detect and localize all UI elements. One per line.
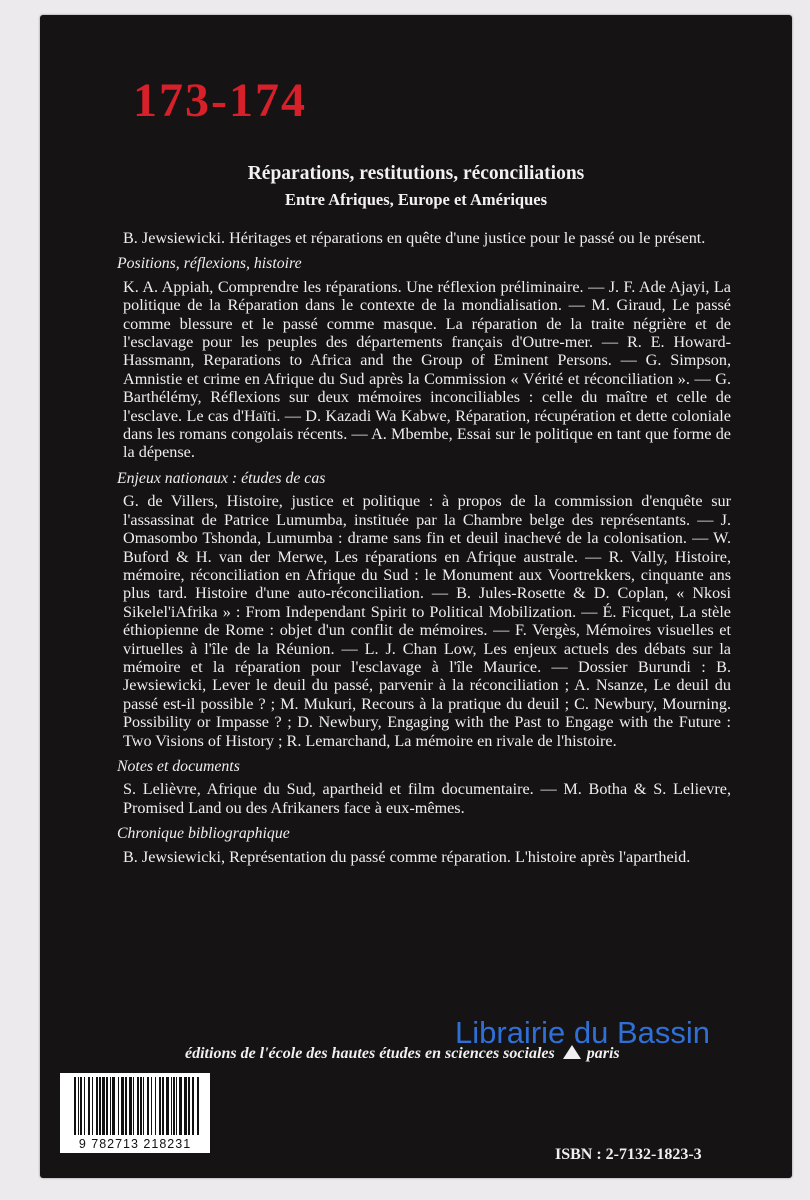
- barcode-bar: [159, 1077, 161, 1135]
- triangle-icon: [563, 1045, 581, 1059]
- barcode-bar: [129, 1077, 132, 1135]
- barcode-bar: [118, 1077, 119, 1135]
- book-back-cover: [40, 15, 792, 1178]
- section-heading-enjeux: Enjeux nationaux : études de cas: [117, 469, 326, 487]
- barcode-bar: [151, 1077, 152, 1135]
- barcode-bars-icon: [60, 1073, 210, 1139]
- section-text-notes: S. Lelièvre, Afrique du Sud, apartheid et film documentaire. — M. Botha & S. Lelievre, Promised Land ou des Afrikaners face à eux-mêmes.: [123, 780, 731, 817]
- barcode-bar: [147, 1077, 149, 1135]
- barcode-bar: [99, 1077, 101, 1135]
- barcode-bar: [92, 1077, 93, 1135]
- barcode-bar: [121, 1077, 124, 1135]
- barcode-bar: [88, 1077, 90, 1135]
- barcode-bar: [78, 1077, 79, 1135]
- barcode-bar: [74, 1077, 76, 1135]
- barcode-bar: [140, 1077, 142, 1135]
- intro-paragraph: B. Jewsiewicki. Héritages et réparations en quête d'une justice pour le passé ou le présent.: [123, 229, 706, 247]
- barcode-bar: [188, 1077, 190, 1135]
- table-of-contents: [117, 229, 731, 866]
- barcode-digits: 9 782713 218231: [60, 1137, 210, 1151]
- barcode-bar: [184, 1077, 187, 1135]
- section-text-enjeux: G. de Villers, Histoire, justice et politique : à propos de la commission d'enquête sur l'assassinat de Patrice Lumumba, instituée par la Chambre belge des représentants. — J. Omasombo Tshonda, Lumumba : drame sans fin et deuil inachevé de la colonisation. — W. Buford & H. van der Merwe, Les réparations en Afrique australe. — R. Vally, Histoire, mémoire, réconciliation en Afrique du Sud : le Monument aux Voortrekkers, cinquante ans plus tard. Histoire d'une auto-réconciliation. — B. Jules-Rosette & D. Coplan, « Nkosi Sikelel'iAfrika » : From Independant Spirit to Political Mobilization. — É. Ficquet, La stèle éthiopienne de Rome : objet d'un conflit de mémoires. — F. Vergès, Mémoires visuelles et virtuelles à l'île de la Réunion. — L. J. Chan Low, Les enjeux actuels des débats sur la mémoire et la réparation pour l'esclavage à l'île Maurice. — Dossier Burundi : B. Jewsiewicki, Lever le deuil du passé, parvenir à la réconciliation ; A. Nsanze, Le deuil du passé est-il possible ? ; M. Mukuri, Recours à la pratique du deuil ; C. Newbury, Mourning. Possibility or Impasse ? ; D. Newbury, Engaging with the Past to Engage with the Future : Two Visions of History ; R. Lemarchand, La mémoire en rivale de l'histoire.: [123, 492, 731, 750]
- barcode-bar: [102, 1077, 105, 1135]
- bookseller-watermark: Librairie du Bassin: [455, 1015, 711, 1050]
- section-text-positions: K. A. Appiah, Comprendre les réparations. Une réflexion préliminaire. — J. F. Ade Ajayi, La politique de la Réparation dans le contexte de la mondialisation. — M. Giraud, Le passé comme blessure et le passé comme masque. La réparation de la traite négrière et de l'esclavage pour les peuples des départements français d'Outre-mer. — R. E. Howard-Hassmann, Reparations to Africa and the Group of Eminent Persons. — G. Simpson, Amnistie et crime en Afrique du Sud après la Commission « Vérité et réconciliation ». — G. Barthélémy, Réflexions sur deux mémoires inconciliables : celle du maître et celle de l'esclave. Le cas d'Haïti. — D. Kazadi Wa Kabwe, Réparation, récupération et dette coloniale dans les romans congolais récents. — A. Mbembe, Essai sur le politique en tant que forme de la dépense.: [123, 277, 731, 462]
- barcode-bar: [106, 1077, 108, 1135]
- barcode-bar: [173, 1077, 175, 1135]
- barcode-bar: [143, 1077, 144, 1135]
- barcode: [60, 1073, 210, 1153]
- barcode-bar: [162, 1077, 164, 1135]
- publisher-city: paris: [586, 1045, 620, 1062]
- isbn-number: ISBN : 2-7132-1823-3: [555, 1146, 702, 1163]
- section-text-chronique: B. Jewsiewicki, Représentation du passé comme réparation. L'histoire après l'apartheid.: [123, 847, 691, 866]
- barcode-bar: [96, 1077, 98, 1135]
- barcode-bar: [176, 1077, 177, 1135]
- barcode-bar: [197, 1077, 199, 1135]
- section-heading-positions: Positions, réflexions, histoire: [117, 255, 302, 273]
- publisher-name: éditions de l'école des hautes études en sciences sociales: [185, 1045, 555, 1062]
- barcode-bar: [166, 1077, 169, 1135]
- publisher-line: [185, 1045, 725, 1063]
- barcode-bar: [80, 1077, 82, 1135]
- book-title: Réparations, restitutions, réconciliations: [247, 163, 585, 184]
- book-subtitle: Entre Afriques, Europe et Amériques: [284, 190, 547, 209]
- barcode-bar: [112, 1077, 115, 1135]
- barcode-bar: [171, 1077, 172, 1135]
- barcode-bar: [125, 1077, 127, 1135]
- barcode-bar: [137, 1077, 139, 1135]
- barcode-bar: [84, 1077, 85, 1135]
- barcode-bar: [155, 1077, 156, 1135]
- barcode-bar: [133, 1077, 134, 1135]
- section-heading-chronique: Chronique bibliographique: [117, 825, 290, 843]
- barcode-bar: [110, 1077, 111, 1135]
- barcode-bar: [179, 1077, 182, 1135]
- barcode-bar: [192, 1077, 194, 1135]
- section-heading-notes: Notes et documents: [117, 757, 240, 775]
- issue-number: 173-174: [133, 74, 307, 127]
